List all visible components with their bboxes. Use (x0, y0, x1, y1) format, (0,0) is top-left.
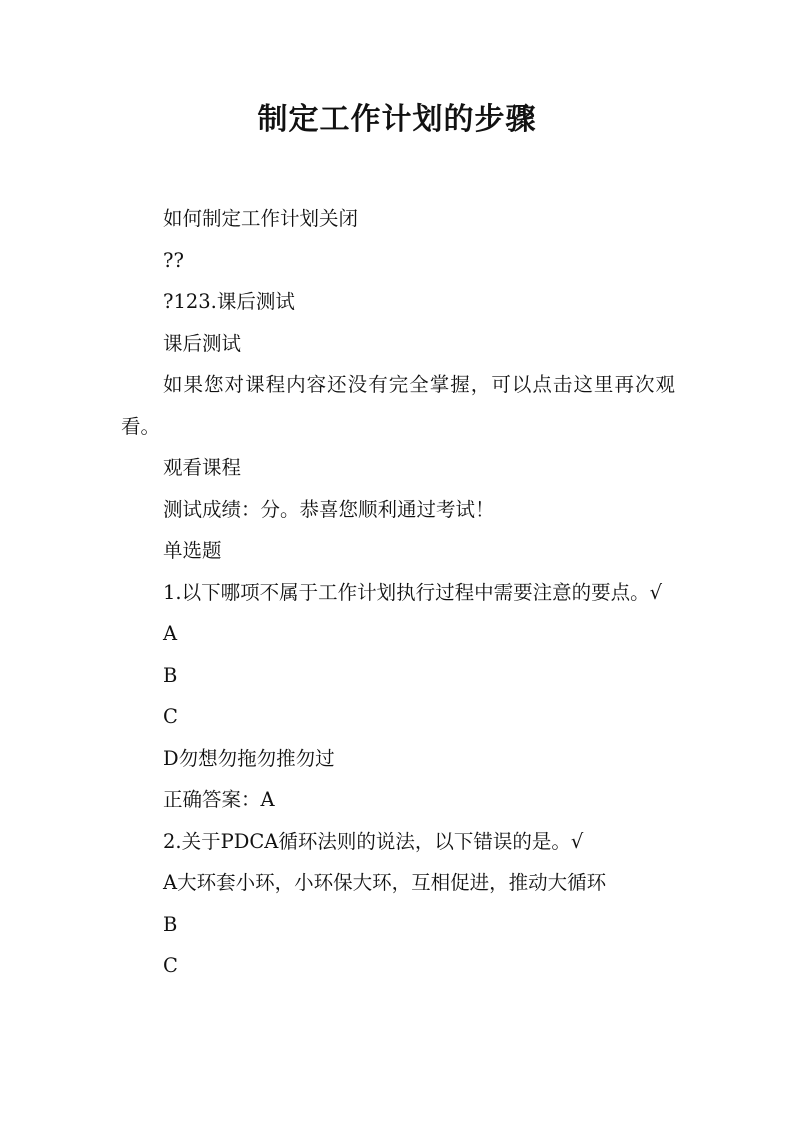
question-1-option-b: B (163, 663, 178, 687)
document-body (121, 198, 675, 987)
paragraph-section-number: ?123.课后测试 (163, 290, 295, 313)
paragraph-watch-course: 观看课程 (163, 456, 242, 479)
question-1-option-c: C (163, 705, 178, 728)
question-2: 2.关于PDCA循环法则的说法，以下错误的是。√ (163, 829, 584, 853)
question-1-option-d: D勿想勿拖勿推勿过 (163, 746, 335, 770)
paragraph-section-label: 课后测试 (163, 331, 242, 355)
question-1: 1.以下哪项不属于工作计划执行过程中需要注意的要点。√ (163, 580, 663, 604)
question-2-option-a: A大环套小环，小环保大环，互相促进，推动大循环 (163, 871, 607, 894)
question-2-option-c: C (163, 954, 178, 977)
question-2-option-b: B (163, 912, 178, 936)
paragraph-test-score: 测试成绩：分。恭喜您顺利通过考试！ (163, 497, 495, 521)
question-1-option-a: A (163, 622, 178, 645)
paragraph-heading: 如何制定工作计划关闭 (163, 207, 359, 230)
paragraph-review-note: 如果您对课程内容还没有完全掌握，可以点击这里再次观看。 (121, 373, 675, 438)
paragraph-marks: ?? (163, 248, 184, 272)
question-1-answer: 正确答案：A (163, 788, 275, 811)
paragraph-question-type: 单选题 (163, 539, 222, 562)
page-title: 制定工作计划的步骤 (257, 102, 537, 137)
